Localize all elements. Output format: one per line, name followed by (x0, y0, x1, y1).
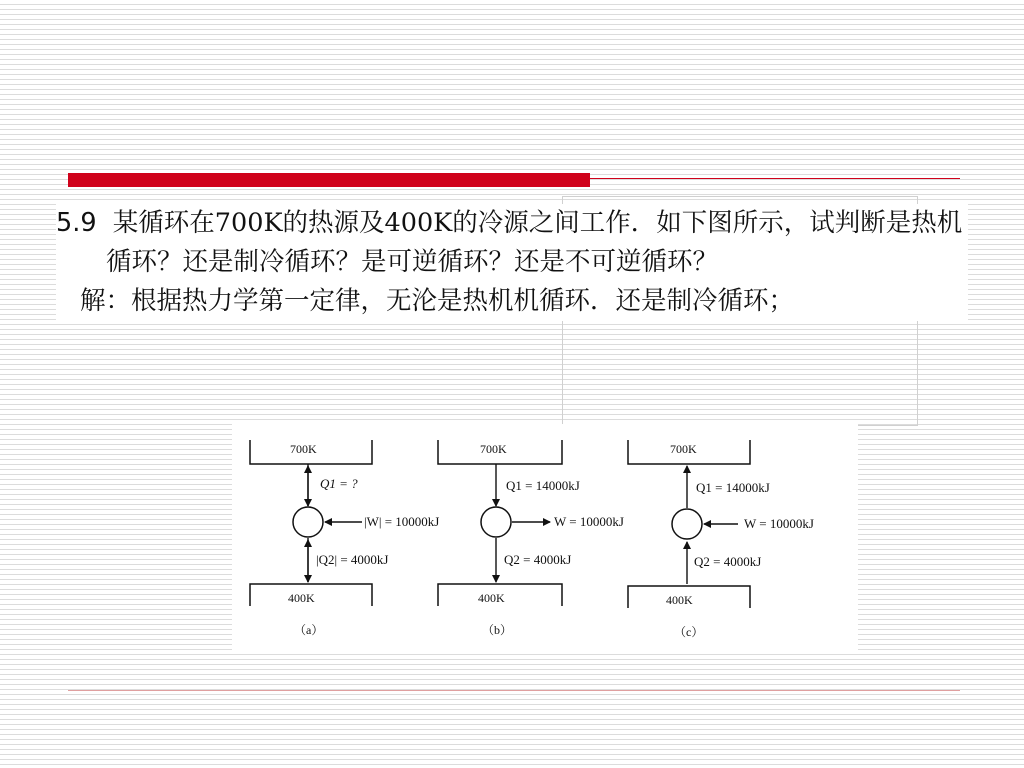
caption-a: （a） (294, 623, 324, 637)
footer-line (68, 690, 960, 691)
engine-b (481, 507, 511, 537)
caption-b: （b） (482, 623, 513, 637)
title-accent-line (590, 178, 960, 179)
caption-c: （c） (674, 625, 704, 639)
w-label-b: W = 10000kJ (554, 514, 624, 529)
hot-temp-b: 700K (480, 442, 507, 456)
q1-label-c: Q1 = 14000kJ (696, 480, 770, 495)
slide-body (56, 204, 968, 321)
engine-a (293, 507, 323, 537)
problem-text: 某循环在700K的热源及400K的冷源之间工作．如下图所示，试判断是热机循环？还是制冷循环？是可逆循环？还是不可逆循环？ (106, 208, 963, 277)
hot-temp-c: 700K (670, 442, 697, 456)
solution-text: 解：根据热力学第一定律，无沦是热机机循环．还是制冷循环； (80, 286, 795, 316)
panel-c (628, 440, 814, 639)
cold-temp-c: 400K (666, 593, 693, 607)
title-accent-bar (68, 173, 590, 187)
engine-c (672, 509, 702, 539)
cold-temp-b: 400K (478, 591, 505, 605)
q2-label-c: Q2 = 4000kJ (694, 554, 762, 569)
problem-number: 5.9 (56, 208, 97, 238)
panel-b (438, 440, 624, 637)
w-label-a: |W| = 10000kJ (364, 514, 440, 529)
q1-label-a: Q1 = ? (320, 476, 358, 491)
panel-a (250, 440, 439, 637)
q1-label-b: Q1 = 14000kJ (506, 478, 580, 493)
cold-temp-a: 400K (288, 591, 315, 605)
heat-engine-figure (232, 424, 858, 650)
w-label-c: W = 10000kJ (744, 516, 814, 531)
q2-label-b: Q2 = 4000kJ (504, 552, 572, 567)
hot-temp-a: 700K (290, 442, 317, 456)
problem-paragraph (56, 204, 968, 282)
q2-label-a: |Q2| = 4000kJ (316, 552, 389, 567)
solution-paragraph (56, 282, 968, 321)
